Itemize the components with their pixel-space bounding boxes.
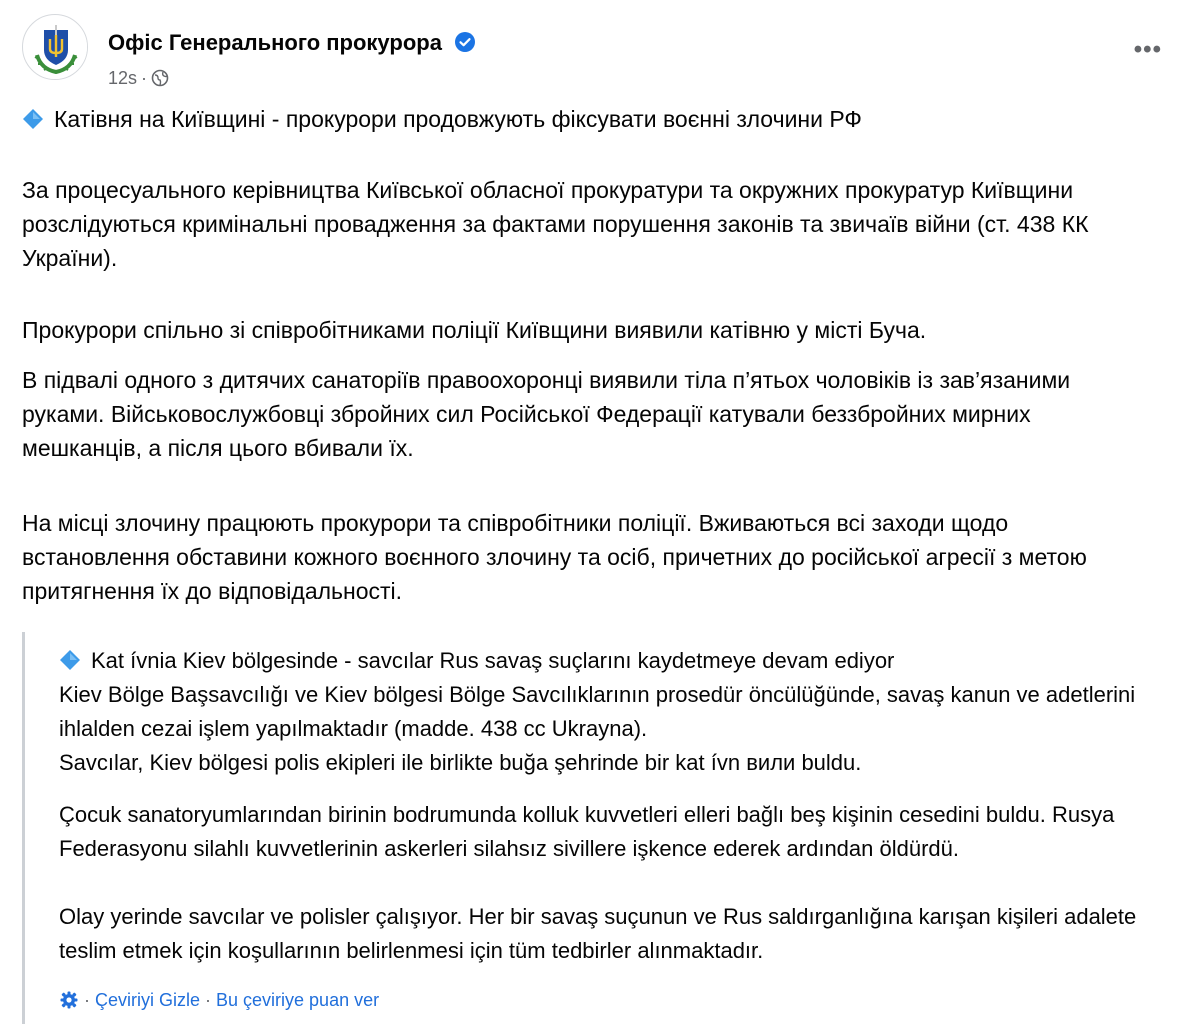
post-paragraph-2: Прокурори спільно зі співробітниками поліції Київщини виявили катівню у місті Буча.	[22, 317, 927, 343]
post-header	[22, 14, 1178, 88]
rate-translation-link[interactable]: Bu çeviriye puan ver	[216, 990, 380, 1010]
gear-icon[interactable]	[59, 990, 79, 1010]
page-name[interactable]	[108, 30, 476, 56]
post-headline: Катівня на Київщині - прокурори продовжують фіксувати воєнні злочини РФ	[54, 106, 862, 132]
translation-paragraph-3: Çocuk sanatoryumlarından birinin bodrumunda kolluk kuvvetleri elleri bağlı beş kişinin cesedini buldu. Rusya Federasyonu silahlı kuvvetlerinin askerleri silahsız sivillere işkence ederek ardından öldürdü.	[59, 802, 1115, 861]
globe-icon[interactable]	[151, 69, 169, 87]
verified-badge-icon	[454, 31, 476, 53]
translation-headline: Kat ívnia Kiev bölgesinde - savcılar Rus savaş suçlarını kaydetmeye devam ediyor	[91, 648, 895, 673]
prosecutor-emblem-icon[interactable]	[22, 14, 88, 80]
action-separator: ·	[205, 990, 212, 1010]
blue-diamond-icon	[22, 108, 44, 130]
post-paragraph-4: На місці злочину працюють прокурори та співробітники поліції. Вживаються всі заходи щодо встановлення обставини кожного воєнного злочину та осіб, причетних до російської агресії з метою притягнення їх до відповідальності.	[22, 510, 1087, 604]
translation-actions	[59, 990, 379, 1011]
meta-separator: ·	[141, 68, 148, 88]
translation-paragraph-4: Olay yerinde savcılar ve polisler çalışıyor. Her bir savaş suçunun ve Rus saldırganlığına karışan kişileri adalete teslim etmek için koşullarının belirlenmesi için tüm tedbirler alınmaktadır.	[59, 904, 1137, 963]
post-paragraph-3: В підвалі одного з дитячих санаторіїв правоохоронці виявили тіла п’ятьох чоловіків із зав’язаними руками. Військовослужбовці збройних сил Російської Федерації катували беззбройних мирних мешканців, а після цього вбивали їх.	[22, 367, 1071, 461]
post-time[interactable]: 12s	[108, 68, 138, 88]
translation-paragraph-1: Kiev Bölge Başsavcılığı ve Kiev bölgesi Bölge Savcılıklarının prosedür öncülüğünde, savaş kanun ve adetlerini ihlalden cezai işlem yapılmaktadır (madde. 438 cc Ukrayna).	[59, 682, 1136, 741]
translation-headline-row	[59, 644, 1179, 678]
page-name-text[interactable]: Офіс Генерального прокурора	[108, 30, 442, 55]
hide-translation-link[interactable]: Çeviriyi Gizle	[95, 990, 201, 1010]
blue-diamond-icon	[59, 649, 81, 671]
post-meta	[108, 68, 169, 89]
more-options-button[interactable]: •••	[1133, 36, 1162, 63]
avatar-emblem	[23, 15, 88, 80]
translation-paragraph-2: Savcılar, Kiev bölgesi polis ekipleri ile birlikte buğa şehrinde bir kat ívn вили buldu.	[59, 750, 862, 775]
post-headline-row	[22, 102, 862, 136]
translation-block	[22, 632, 1178, 1024]
action-separator: ·	[84, 990, 90, 1010]
post-paragraph-1: За процесуального керівництва Київської обласної прокуратури та окружних прокуратур Київщини розслідуються кримінальні провадження за фактами порушення законів та звичаїв війни (ст. 438 КК України).	[22, 177, 1089, 271]
